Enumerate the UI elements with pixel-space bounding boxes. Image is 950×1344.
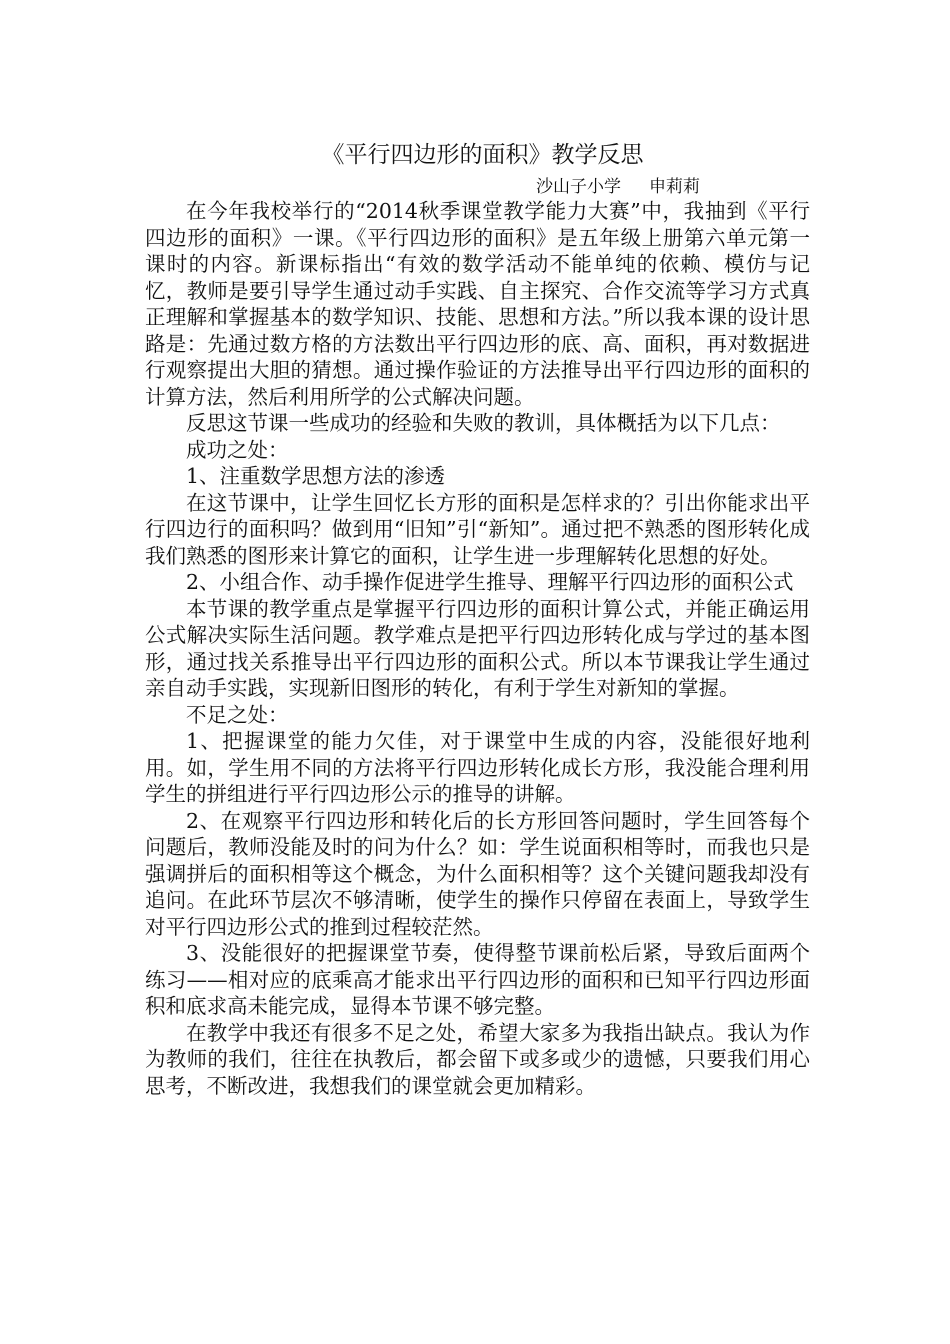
author-name: 申莉莉 [649, 177, 700, 197]
subheading-success-2: 2、小组合作、动手操作促进学生推导、理解平行四边形的面积公式 [186, 570, 794, 594]
paragraph-conclusion: 在教学中我还有很多不足之处，希望大家多为我指出缺点。我认为作为教师的我们，往往在执教后，都会留下或多或少的遗憾，只要我们用心思考，不断改进，我想我们的课堂就会更加精彩。 [145, 1020, 810, 1098]
paragraph-shortcoming-2: 2、在观察平行四边形和转化后的长方形回答问题时，学生回答每个问题后，教师没能及时的问为什么？如：学生说面积相等时，而我也只是强调拼后的面积相等这个概念，为什么面积相等？这个关键问题我却没有追问。在此环节层次不够清晰，使学生的操作只停留在表面上，导致学生对平行四边形公式的推到过程较茫然。 [145, 808, 810, 939]
author-line [145, 176, 810, 198]
document-body [145, 140, 810, 1099]
section-heading-success: 成功之处： [186, 437, 289, 462]
document-title: 《平行四边形的面积》教学反思 [321, 142, 644, 168]
school-name: 沙山子小学 [536, 177, 621, 197]
paragraph-shortcoming-3: 3、没能很好的把握课堂节奏，使得整节课前松后紧，导致后面两个练习——相对应的底乘高才能求出平行四边形的面积和已知平行四边形面积和底求高未能完成，显得本节课不够完整。 [145, 941, 810, 1018]
paragraph-intro: 在今年我校举行的“2014秋季课堂教学能力大赛”中，我抽到《平行四边形的面积》一课。《平行四边形的面积》是五年级上册第六单元第一课时的内容。新课标指出“有效的数学活动不能单纯的依赖、模仿与记忆，教师是要引导学生通过动手实践、自主探究、合作交流等学习方式真正理解和掌握基本的数学知识、技能、思想和方法。”所以我本课的设计思路是：先通过数方格的方法数出平行四边形的底、高、面积，再对数据进行观察提出大胆的猜想。通过操作验证的方法推导出平行四边形的面积的计算方法，然后利用所学的公式解决问题。 [145, 199, 810, 409]
subheading-success-1: 1、注重数学思想方法的渗透 [186, 464, 446, 488]
section-heading-shortcomings: 不足之处： [186, 702, 289, 727]
paragraph-success-1: 在这节课中，让学生回忆长方形的面积是怎样求的？引出你能求出平行四边行的面积吗？做到用“旧知”引“新知”。通过把不熟悉的图形转化成我们熟悉的图形来计算它的面积，让学生进一步理解转化思想的好处。 [145, 490, 810, 568]
paragraph-success-2: 本节课的教学重点是掌握平行四边形的面积计算公式，并能正确运用公式解决实际生活问题。教学难点是把平行四边形转化成与学过的基本图形，通过找关系推导出平行四边形的面积公式。所以本节课我让学生通过亲自动手实践，实现新旧图形的转化，有利于学生对新知的掌握。 [145, 596, 810, 700]
paragraph-summary: 反思这节课一些成功的经验和失败的教训，具体概括为以下几点： [186, 411, 781, 435]
paragraph-shortcoming-1: 1、把握课堂的能力欠佳，对于课堂中生成的内容，没能很好地利用。如，学生用不同的方法将平行四边形转化成长方形，我没能合理利用学生的拼组进行平行四边形公示的推导的讲解。 [145, 729, 810, 806]
